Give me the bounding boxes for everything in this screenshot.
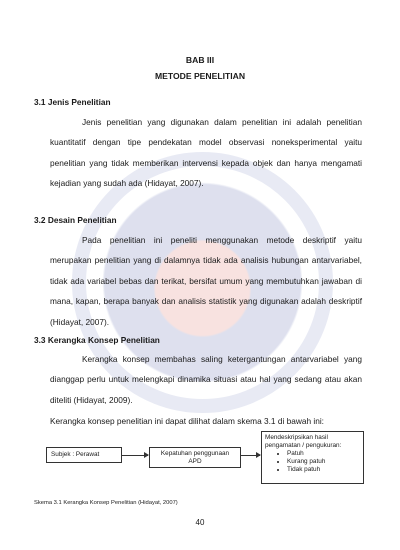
chapter-label: BAB III xyxy=(185,55,215,65)
section-heading-3-1: 3.1 Jenis Penelitian xyxy=(34,97,111,107)
diagram-caption: Skema 3.1 Kerangka Konsep Penelitian (Hidayat, 2007) xyxy=(34,500,178,506)
paragraph-text: Pada penelitian ini peneliti menggunakan metode deskriptif yaitu merupakan penelitian yang di dalamnya tidak ada analisis hubungan antarvariabel, tidak ada variabel bebas dan terikat, bersifat umum yang membutuhkan jawaban di mana, kapan, berapa banyak dan analisis statistik yang digunakan adalah deskriptif (Hidayat, 2007). xyxy=(50,235,362,327)
paragraph-jenis-penelitian xyxy=(50,112,362,194)
result-item-patuh: • Patuh xyxy=(287,450,360,458)
result-item-tidak-patuh: • Tidak patuh xyxy=(287,466,360,474)
subject-box xyxy=(46,447,122,463)
section-heading-3-2: 3.2 Desain Penelitian xyxy=(34,215,117,225)
paragraph-text: Kerangka konsep membahas saling ketergantungan antarvariabel yang dianggap perlu untuk melengkapi dinamika situasi atau hal yang sedang atau akan diteliti (Hidayat, 2009). xyxy=(50,354,362,405)
page-number: 40 xyxy=(195,518,205,527)
section-heading-3-3: 3.3 Kerangka Konsep Penelitian xyxy=(34,335,160,345)
result-box xyxy=(261,431,364,484)
paragraph-desain-penelitian xyxy=(50,230,362,332)
paragraph-text: Kerangka konsep penelitian ini dapat dilihat dalam skema 3.1 di bawah ini: xyxy=(50,416,324,426)
result-box-title: Mendeskripsikan hasil pengamatan / pengukuran: xyxy=(265,434,342,449)
paragraph-skema-intro xyxy=(50,411,362,431)
variable-box-label: Kepatuhan penggunaan APD xyxy=(160,450,230,465)
chapter-title: METODE PENELITIAN xyxy=(154,71,246,81)
result-list xyxy=(265,450,360,475)
subject-box-label: Subjek : Perawat xyxy=(51,451,100,458)
variable-box xyxy=(149,447,241,468)
paragraph-kerangka-konsep xyxy=(50,349,362,410)
arrow-variable-to-result xyxy=(241,455,260,456)
result-item-kurang-patuh: • Kurang patuh xyxy=(287,458,360,466)
paragraph-text: Jenis penelitian yang digunakan dalam penelitian ini adalah penelitian kuantitatif dengan tipe pendekatan model observasi noneksperimental yaitu penelitian yang tidak memberikan intervensi kepada objek dan hanya mengamati kejadian yang sudah ada (Hidayat, 2007). xyxy=(50,117,362,189)
arrow-subject-to-variable xyxy=(122,455,148,456)
